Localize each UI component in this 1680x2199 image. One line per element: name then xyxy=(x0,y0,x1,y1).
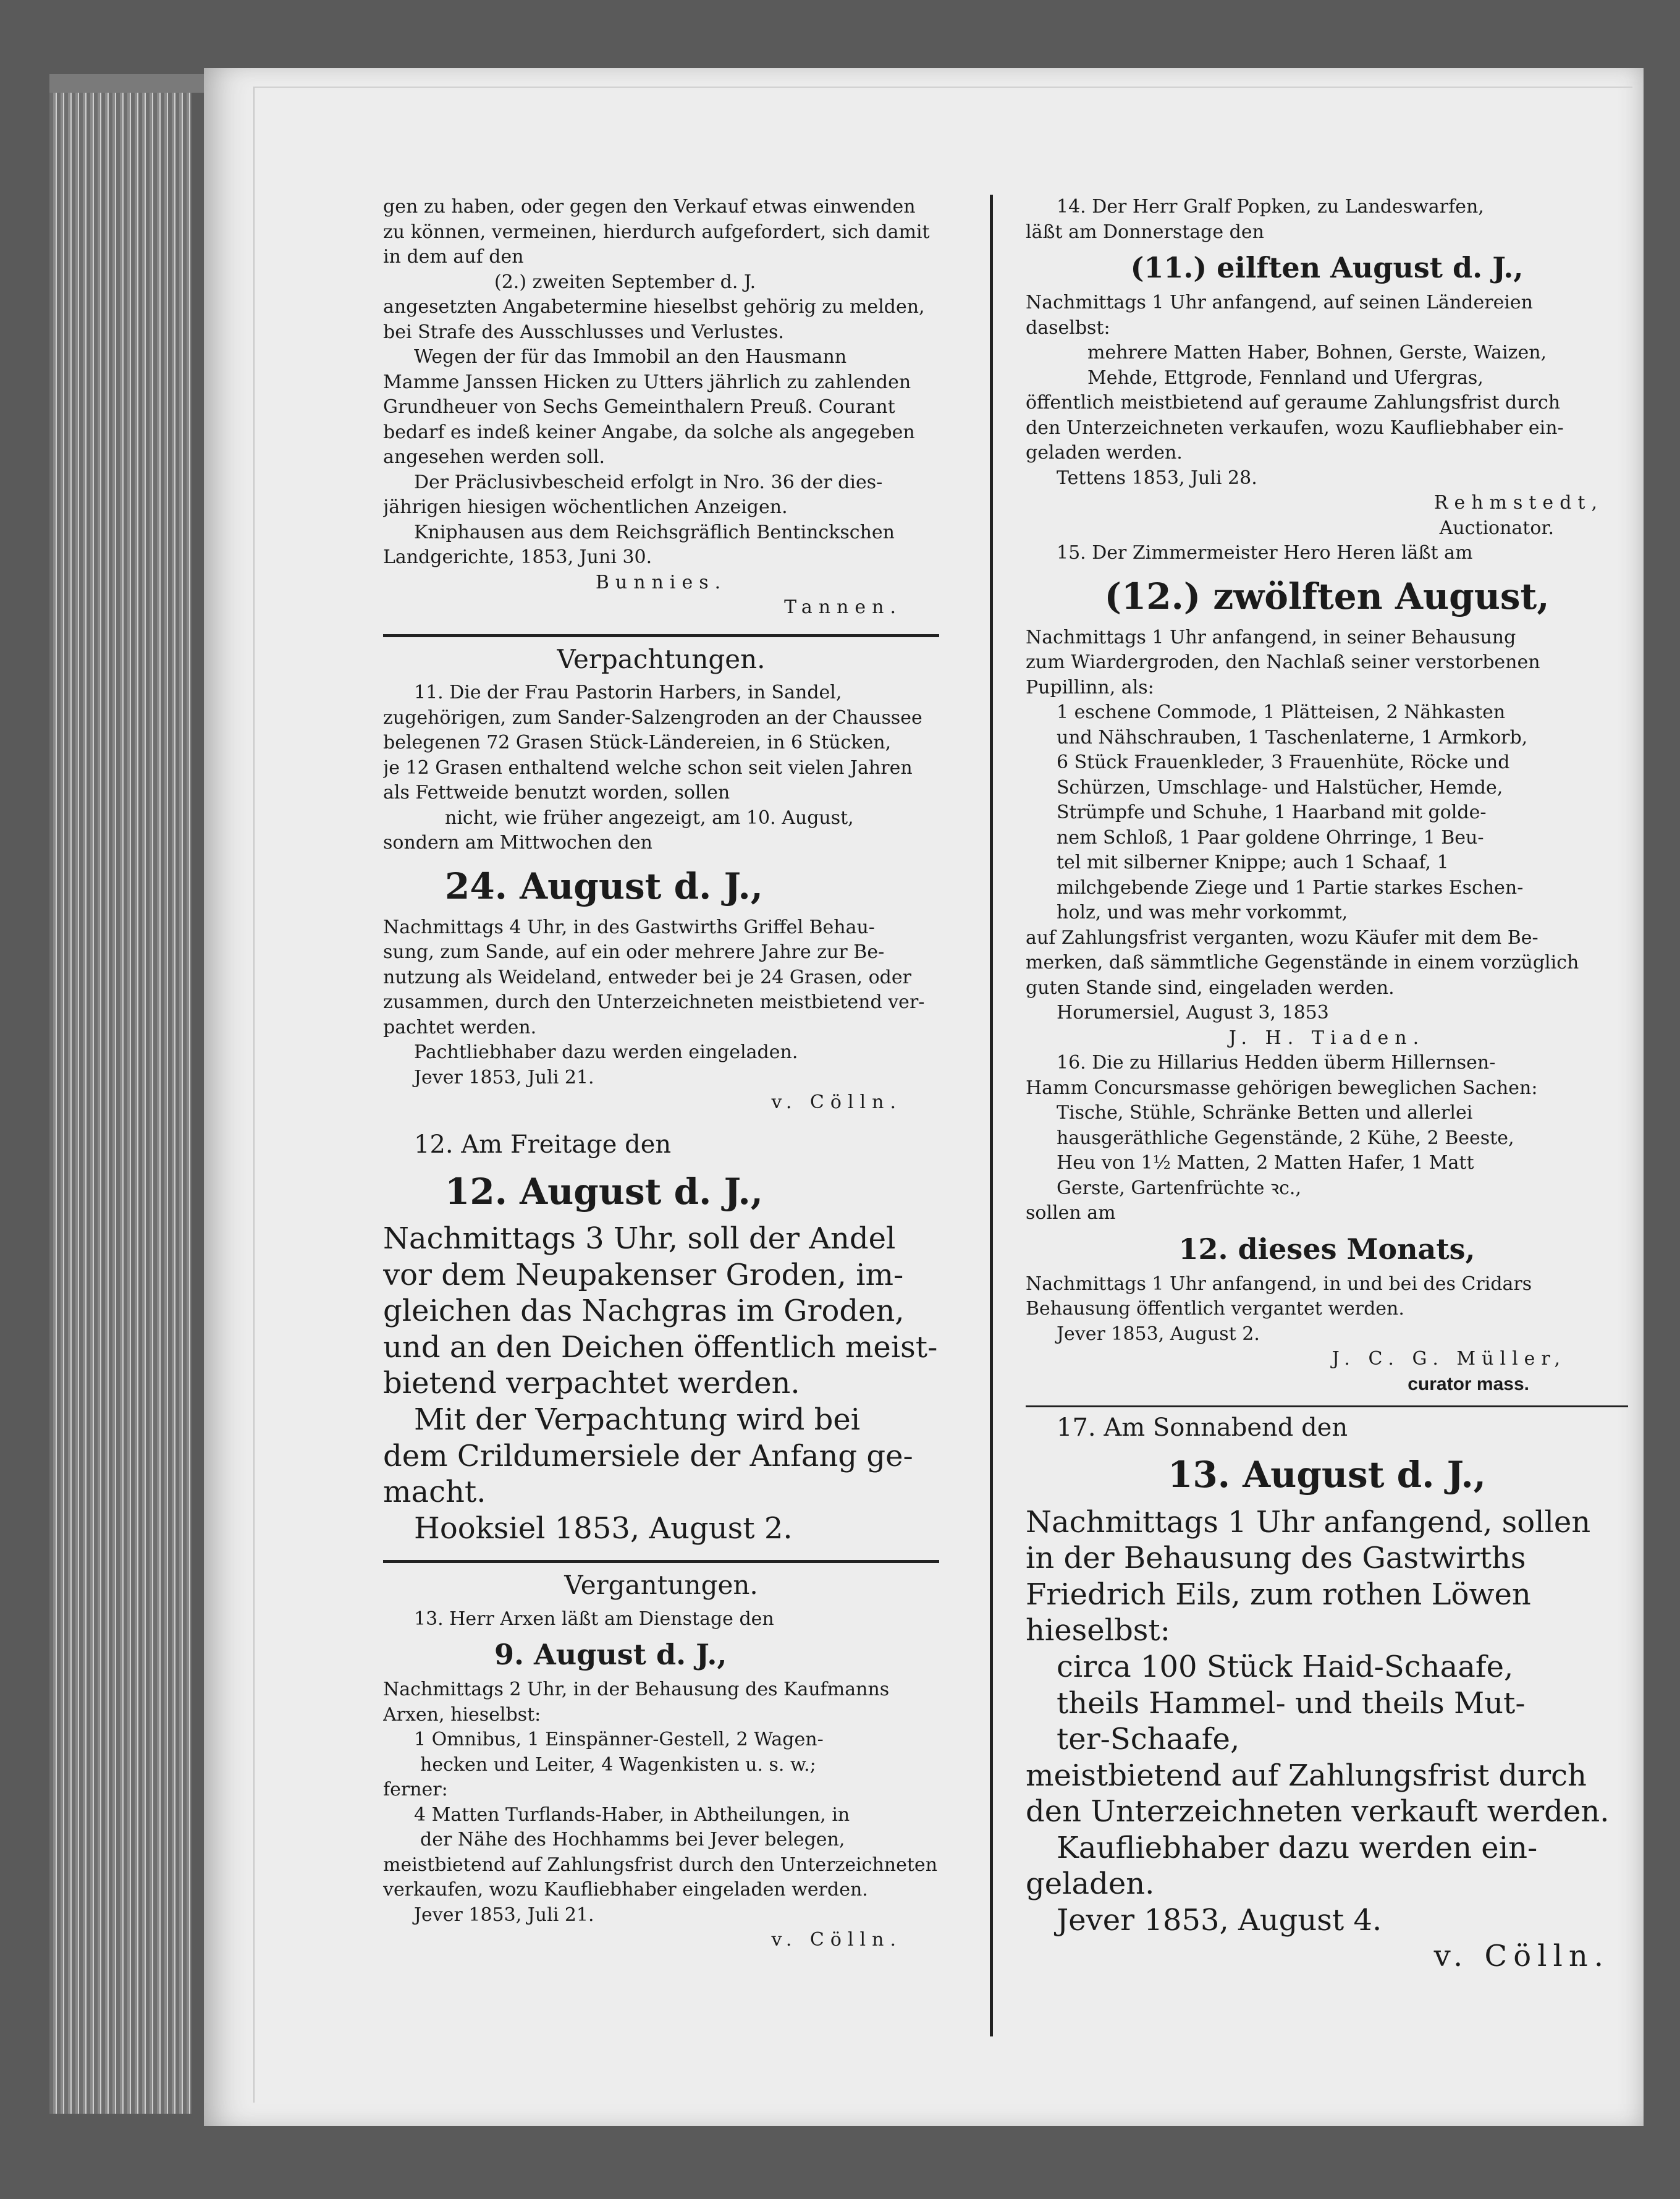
text-line: (2.) zweiten September d. J. xyxy=(494,271,756,293)
text-line: Horumersiel, August 3, 1853 xyxy=(1057,1002,1329,1024)
text-line: 15. Der Zimmermeister Hero Heren läßt am xyxy=(1057,542,1473,564)
notice-11 xyxy=(383,680,939,1116)
text-line: holz, und was mehr vorkommt, xyxy=(1057,902,1348,924)
section-heading-vergantungen: Vergantungen. xyxy=(564,1570,758,1601)
text-line: sondern am Mittwochen den xyxy=(383,832,652,854)
notice-date: 9. August d. J., xyxy=(494,1638,727,1672)
notice-date: 13. August d. J., xyxy=(1168,1454,1486,1496)
text-line: bei Strafe des Ausschlusses und Verlustes. xyxy=(383,321,784,343)
signature: v. Cölln. xyxy=(1433,1939,1610,1974)
text-line: belegenen 72 Grasen Stück-Ländereien, in 6 Stücken, xyxy=(383,732,892,754)
big-text-line: vor dem Neupakenser Groden, im- xyxy=(383,1257,904,1292)
big-text-line: Hooksiel 1853, August 2. xyxy=(414,1510,793,1546)
big-text-line: Nachmittags 3 Uhr, soll der Andel xyxy=(383,1221,896,1256)
text-line: mehrere Matten Haber, Bohnen, Gerste, Waizen, xyxy=(1087,342,1547,364)
text-line: meistbietend auf Zahlungsfrist durch den Unterzeichneten xyxy=(383,1854,938,1876)
text-line: angesehen werden soll. xyxy=(383,446,606,468)
text-line: nem Schloß, 1 Paar goldene Ohrringe, 1 Beu- xyxy=(1057,826,1484,849)
text-line: Mehde, Ettgrode, Fennland und Ufergras, xyxy=(1087,366,1484,389)
text-line: Hamm Concursmasse gehörigen beweglichen Sachen: xyxy=(1026,1077,1538,1099)
signature-title: curator mass. xyxy=(1408,1373,1529,1394)
big-text-line: Friedrich Eils, zum rothen Löwen xyxy=(1026,1577,1531,1612)
text-line: Nachmittags 1 Uhr anfangend, in seiner Behausung xyxy=(1026,626,1516,648)
text-line: Der Präclusivbescheid erfolgt in Nro. 36 der dies- xyxy=(414,471,883,493)
text-line: Pachtliebhaber dazu werden eingeladen. xyxy=(414,1041,798,1064)
text-line: zugehörigen, zum Sander-Salzengroden an der Chaussee xyxy=(383,706,922,729)
text-line: nutzung als Weideland, entweder bei je 24 Grasen, oder xyxy=(383,966,911,988)
text-line: Nachmittags 1 Uhr anfangend, in und bei des Cridars xyxy=(1026,1273,1532,1295)
big-text-line: macht. xyxy=(383,1475,486,1510)
spacer xyxy=(383,1116,939,1124)
notice-date: 24. August d. J., xyxy=(445,865,763,907)
signature: J. H. Tiaden. xyxy=(1228,1027,1425,1049)
text-line: zum Wiardergroden, den Nachlaß seiner verstorbenen xyxy=(1026,651,1540,674)
text-line: Nachmittags 4 Uhr, in des Gastwirths Griffel Behau- xyxy=(383,916,875,938)
section-rule xyxy=(1026,1405,1628,1407)
text-line: öffentlich meistbietend auf geraume Zahlungsfrist durch xyxy=(1026,392,1561,414)
text-line: Tettens 1853, Juli 28. xyxy=(1057,467,1257,489)
big-text-line: den Unterzeichneten verkauft werden. xyxy=(1026,1794,1610,1829)
notice-date: 12. dieses Monats, xyxy=(1178,1232,1475,1266)
notice-lead: 12. Am Freitage den xyxy=(414,1130,672,1159)
text-line: hausgeräthliche Gegenstände, 2 Kühe, 2 Beeste, xyxy=(1057,1127,1514,1149)
text-line: Jever 1853, August 2. xyxy=(1057,1323,1260,1345)
big-text-line: dem Crildumersiele der Anfang ge- xyxy=(383,1438,913,1473)
notice-lead: 17. Am Sonnabend den xyxy=(1057,1413,1348,1443)
text-line: tel mit silberner Knippe; auch 1 Schaaf, 1 xyxy=(1057,852,1449,874)
big-text-line: Kaufliebhaber dazu werden ein- xyxy=(1057,1830,1538,1865)
right-column xyxy=(1026,195,1628,1975)
text-line: läßt am Donnerstage den xyxy=(1026,221,1264,243)
big-text-line: in der Behausung des Gastwirths xyxy=(1026,1541,1526,1576)
text-line: verkaufen, wozu Kaufliebhaber eingeladen werden. xyxy=(383,1879,868,1901)
big-text-line: bietend verpachtet werden. xyxy=(383,1366,800,1401)
big-text-line: hieselbst: xyxy=(1026,1613,1170,1648)
text-line: pachtet werden. xyxy=(383,1016,537,1038)
big-text-line: theils Hammel- und theils Mut- xyxy=(1057,1685,1526,1721)
signature: v. Cölln. xyxy=(771,1929,902,1951)
column-divider xyxy=(990,195,993,2036)
text-line: ferner: xyxy=(383,1779,448,1801)
text-line: 4 Matten Turflands-Haber, in Abtheilungen, in xyxy=(414,1803,850,1826)
text-line: nicht, wie früher angezeigt, am 10. August, xyxy=(445,807,854,829)
text-line: Pupillinn, als: xyxy=(1026,676,1154,698)
signature: Tannen. xyxy=(784,596,902,618)
text-line: sung, zum Sande, auf ein oder mehrere Jahre zur Be- xyxy=(383,941,885,964)
notice-16 xyxy=(1026,1051,1628,1397)
big-text-line: Nachmittags 1 Uhr anfangend, sollen xyxy=(1026,1504,1591,1540)
text-line: als Fettweide benutzt worden, sollen xyxy=(383,782,730,804)
text-line: 11. Die der Frau Pastorin Harbers, in Sandel, xyxy=(414,682,842,704)
text-line: 13. Herr Arxen läßt am Dienstage den xyxy=(414,1608,774,1630)
text-line: 16. Die zu Hillarius Hedden überm Hillernsen- xyxy=(1057,1052,1496,1074)
signature: Rehmstedt, xyxy=(1433,492,1603,514)
text-line: zusammen, durch den Unterzeichneten meistbietend ver- xyxy=(383,991,925,1014)
big-text-line: geladen. xyxy=(1026,1866,1155,1902)
notice-14 xyxy=(1026,195,1628,541)
text-line: Wegen der für das Immobil an den Hausmann xyxy=(414,346,847,368)
text-line: Landgerichte, 1853, Juni 30. xyxy=(383,546,652,568)
text-line: Schürzen, Umschlage- und Halstücher, Hemde, xyxy=(1057,776,1503,799)
text-line: jährigen hiesigen wöchentlichen Anzeigen. xyxy=(383,496,788,518)
text-line: 6 Stück Frauenkleder, 3 Frauenhüte, Röcke und xyxy=(1057,752,1510,774)
left-column xyxy=(383,195,939,1953)
text-line: Jever 1853, Juli 21. xyxy=(414,1904,594,1926)
text-line: geladen werden. xyxy=(1026,442,1183,464)
text-line: merken, daß sämmtliche Gegenstände in einem vorzüglich xyxy=(1026,952,1579,974)
intro-block xyxy=(383,195,939,621)
text-line: Kniphausen aus dem Reichsgräflich Bentinckschen xyxy=(414,521,895,543)
text-line: Heu von 1½ Matten, 2 Matten Hafer, 1 Matt xyxy=(1057,1152,1474,1174)
text-line: hecken und Leiter, 4 Wagenkisten u. s. w.; xyxy=(420,1753,816,1776)
text-line: Gerste, Gartenfrüchte ꝛc., xyxy=(1057,1177,1301,1199)
big-text-line: und an den Deichen öffentlich meist- xyxy=(383,1329,938,1365)
notice-date: (11.) eilften August d. J., xyxy=(1130,251,1524,284)
signature: J. C. G. Müller, xyxy=(1332,1348,1566,1370)
text-line: bedarf es indeß keiner Angabe, da solche als angegeben xyxy=(383,421,915,443)
text-line: 1 Omnibus, 1 Einspänner-Gestell, 2 Wagen- xyxy=(414,1729,824,1751)
section-rule xyxy=(383,634,939,637)
text-line: Nachmittags 1 Uhr anfangend, auf seinen Ländereien xyxy=(1026,292,1533,314)
signature-title: Auctionator. xyxy=(1439,517,1554,539)
text-line: 1 eschene Commode, 1 Plätteisen, 2 Nähkasten xyxy=(1057,701,1506,724)
text-line: den Unterzeichneten verkaufen, wozu Kaufliebhaber ein- xyxy=(1026,417,1564,439)
big-text-line: Mit der Verpachtung wird bei xyxy=(414,1402,861,1438)
text-line: Mamme Janssen Hicken zu Utters jährlich zu zahlenden xyxy=(383,371,911,393)
notice-17 xyxy=(1026,1411,1628,1974)
text-line: je 12 Grasen enthaltend welche schon seit vielen Jahren xyxy=(383,756,913,779)
big-text-line: meistbietend auf Zahlungsfrist durch xyxy=(1026,1758,1587,1793)
section-heading-verpachtungen: Verpachtungen. xyxy=(557,643,766,674)
text-line: in dem auf den xyxy=(383,246,524,268)
big-text-line: Jever 1853, August 4. xyxy=(1057,1902,1382,1938)
signature: v. Cölln. xyxy=(771,1091,902,1114)
section-rule xyxy=(383,1560,939,1563)
big-text-line: gleichen das Nachgras im Groden, xyxy=(383,1294,905,1329)
text-line: Jever 1853, Juli 21. xyxy=(414,1066,594,1088)
text-line: der Nähe des Hochhamms bei Jever belegen, xyxy=(420,1829,845,1851)
text-line: Behausung öffentlich vergantet werden. xyxy=(1026,1298,1404,1320)
text-line: auf Zahlungsfrist verganten, wozu Käufer mit dem Be- xyxy=(1026,926,1539,949)
notice-13 xyxy=(383,1607,939,1953)
text-line: sollen am xyxy=(1026,1202,1116,1224)
text-line: daselbst: xyxy=(1026,316,1110,339)
text-line: zu können, vermeinen, hierdurch aufgefordert, sich damit xyxy=(383,221,930,243)
text-line: 14. Der Herr Gralf Popken, zu Landeswarfen, xyxy=(1057,196,1484,218)
text-line: Grundheuer von Sechs Gemeinthalern Preuß. Courant xyxy=(383,396,895,418)
text-line: Nachmittags 2 Uhr, in der Behausung des Kaufmanns xyxy=(383,1679,890,1701)
text-line: guten Stande sind, eingeladen werden. xyxy=(1026,977,1395,999)
notice-date: (12.) zwölften August, xyxy=(1104,575,1550,617)
book-binding xyxy=(49,87,192,2114)
big-text-line: ter-Schaafe, xyxy=(1057,1722,1240,1757)
text-line: und Nähschrauben, 1 Taschenlaterne, 1 Armkorb, xyxy=(1057,726,1528,748)
notice-12 xyxy=(383,1128,939,1546)
text-line: gen zu haben, oder gegen den Verkauf etwas einwenden xyxy=(383,196,916,218)
text-line: Arxen, hieselbst: xyxy=(383,1703,541,1726)
text-line: Strümpfe und Schuhe, 1 Haarband mit golde- xyxy=(1057,802,1487,824)
notice-15 xyxy=(1026,541,1628,1051)
text-line: angesetzten Angabetermine hieselbst gehörig zu melden, xyxy=(383,296,925,318)
text-line: milchgebende Ziege und 1 Partie starkes Eschen- xyxy=(1057,876,1524,899)
text-line: Tische, Stühle, Schränke Betten und allerlei xyxy=(1057,1102,1473,1124)
big-text-line: circa 100 Stück Haid-Schaafe, xyxy=(1057,1649,1514,1684)
signature: Bunnies. xyxy=(595,571,727,593)
notice-date: 12. August d. J., xyxy=(445,1170,763,1213)
